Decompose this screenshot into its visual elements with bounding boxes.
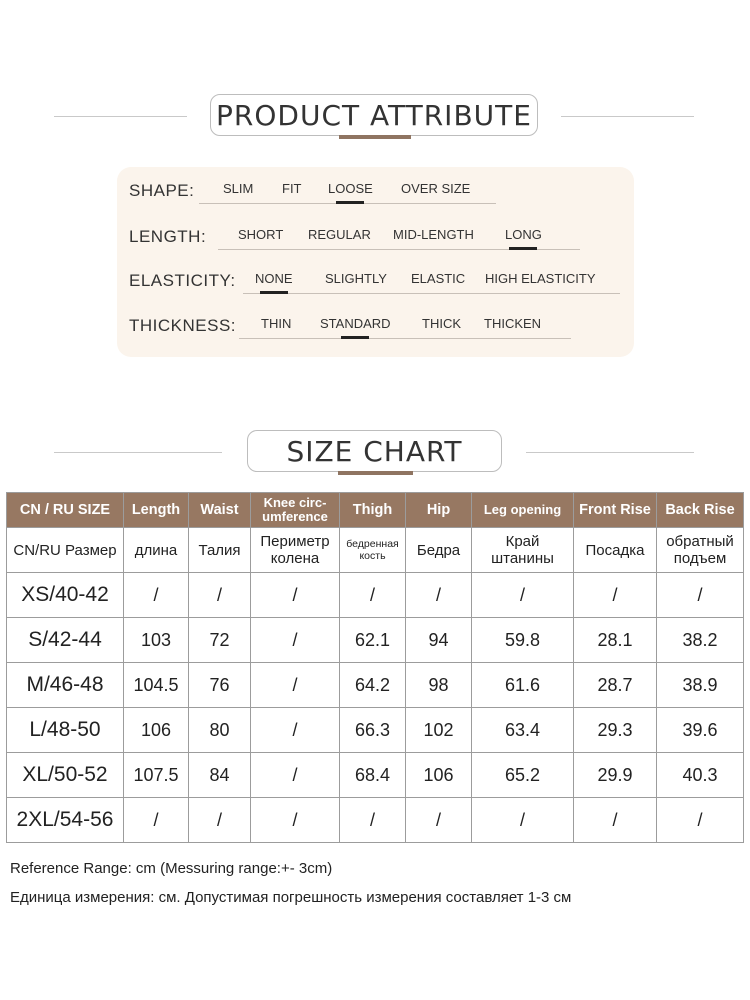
table-cell: 72 (189, 618, 251, 663)
table-cell: / (124, 573, 189, 618)
table-cell: 84 (189, 753, 251, 798)
table-cell: M/46-48 (7, 663, 124, 708)
header-divider-left (54, 116, 187, 117)
product-attribute-title: PRODUCT ATTRIBUTE (216, 98, 532, 132)
table-cell: / (340, 798, 406, 843)
table-row (7, 573, 744, 618)
measurement-note-ru: Единица измерения: см. Допустимая погрешность измерения составляет 1-3 см (10, 889, 572, 906)
table-row (7, 663, 744, 708)
attribute-track (239, 338, 571, 339)
table-header-row (7, 493, 744, 528)
table-cell: / (251, 573, 340, 618)
attribute-option: ELASTIC (411, 271, 466, 286)
header-divider-right (526, 452, 694, 453)
table-cell: 66.3 (340, 708, 406, 753)
attribute-option-selected: LOOSE (328, 181, 373, 196)
attribute-option: REGULAR (308, 227, 371, 242)
table-cell: 107.5 (124, 753, 189, 798)
table-cell: / (574, 573, 657, 618)
table-cell: Hip (406, 493, 472, 528)
table-cell: Thigh (340, 493, 406, 528)
table-cell: 29.9 (574, 753, 657, 798)
table-cell: / (472, 573, 574, 618)
size-chart-header (0, 430, 750, 476)
table-cell: 103 (124, 618, 189, 663)
table-cell: 98 (406, 663, 472, 708)
attribute-option: SHORT (238, 227, 284, 242)
attribute-label: ELASTICITY: (129, 271, 236, 290)
table-cell: Front Rise (574, 493, 657, 528)
attribute-option: THIN (261, 316, 292, 331)
table-cell: / (657, 573, 744, 618)
attribute-label: THICKNESS: (129, 316, 237, 335)
table-cell: 104.5 (124, 663, 189, 708)
table-cell: 76 (189, 663, 251, 708)
table-cell: 28.7 (574, 663, 657, 708)
table-cell: 94 (406, 618, 472, 663)
table-cell: 62.1 (340, 618, 406, 663)
table-cell: 28.1 (574, 618, 657, 663)
header-divider-right (561, 116, 694, 117)
table-cell: / (251, 618, 340, 663)
table-cell: / (189, 798, 251, 843)
table-cell: Knee circ- umference (251, 493, 340, 528)
table-row (7, 753, 744, 798)
table-header-row-ru (7, 528, 744, 573)
table-cell: CN/RU Размер (7, 528, 124, 573)
size-chart-title: SIZE CHART (286, 434, 463, 468)
attribute-row-thickness (117, 316, 634, 346)
table-cell: 2XL/54-56 (7, 798, 124, 843)
table-cell: L/48-50 (7, 708, 124, 753)
table-cell: Талия (189, 528, 251, 573)
table-row (7, 708, 744, 753)
table-cell: XS/40-42 (7, 573, 124, 618)
table-cell: Length (124, 493, 189, 528)
attribute-option: OVER SIZE (401, 181, 471, 196)
size-chart-body (7, 493, 744, 843)
table-cell: / (251, 663, 340, 708)
table-cell: Край штанины (472, 528, 574, 573)
attribute-label: LENGTH: (129, 227, 207, 246)
table-cell: длина (124, 528, 189, 573)
table-cell: 40.3 (657, 753, 744, 798)
table-cell: 29.3 (574, 708, 657, 753)
attribute-track (243, 293, 620, 294)
table-cell: / (657, 798, 744, 843)
attribute-row-elasticity (117, 271, 634, 301)
attribute-option: SLIM (223, 181, 254, 196)
table-cell: 38.9 (657, 663, 744, 708)
table-cell: Периметр колена (251, 528, 340, 573)
table-cell: Back Rise (657, 493, 744, 528)
attribute-option: SLIGHTLY (325, 271, 387, 286)
title-accent-bar (338, 471, 413, 475)
table-cell: / (124, 798, 189, 843)
table-cell: / (189, 573, 251, 618)
table-cell: / (406, 573, 472, 618)
table-cell: 38.2 (657, 618, 744, 663)
attribute-option: MID-LENGTH (393, 227, 474, 242)
attribute-option-selected: STANDARD (320, 316, 391, 331)
table-cell: 106 (124, 708, 189, 753)
table-cell: / (472, 798, 574, 843)
table-cell: 102 (406, 708, 472, 753)
table-cell: / (251, 798, 340, 843)
table-cell: 39.6 (657, 708, 744, 753)
table-cell: 59.8 (472, 618, 574, 663)
table-row (7, 618, 744, 663)
table-cell: S/42-44 (7, 618, 124, 663)
attribute-panel (117, 167, 634, 357)
size-chart-table (6, 492, 744, 843)
attribute-option: THICKEN (484, 316, 542, 331)
attribute-label: SHAPE: (129, 181, 195, 200)
size-chart-title-box (247, 430, 502, 472)
table-cell: 65.2 (472, 753, 574, 798)
attribute-option-selected: LONG (505, 227, 542, 242)
attribute-option-selected: NONE (255, 271, 293, 286)
table-cell: 63.4 (472, 708, 574, 753)
table-cell: Leg opening (472, 493, 574, 528)
product-attribute-title-box (210, 94, 538, 136)
title-accent-bar (339, 135, 411, 139)
table-cell: 80 (189, 708, 251, 753)
attribute-option: FIT (282, 181, 302, 196)
table-cell: / (340, 573, 406, 618)
attribute-option: HIGH ELASTICITY (485, 271, 596, 286)
table-cell: обратный подъем (657, 528, 744, 573)
table-cell: Бедра (406, 528, 472, 573)
reference-range-note: Reference Range: cm (Messuring range:+- 3cm) (10, 860, 333, 877)
table-cell: CN / RU SIZE (7, 493, 124, 528)
header-divider-left (54, 452, 222, 453)
attribute-row-length (117, 227, 634, 257)
table-cell: Посадка (574, 528, 657, 573)
table-cell: 68.4 (340, 753, 406, 798)
table-cell: 61.6 (472, 663, 574, 708)
product-attribute-header (0, 94, 750, 140)
table-cell: бедренная кость (340, 528, 406, 573)
table-cell: XL/50-52 (7, 753, 124, 798)
table-cell: / (574, 798, 657, 843)
table-cell: / (251, 708, 340, 753)
attribute-option: THICK (422, 316, 461, 331)
table-cell: 64.2 (340, 663, 406, 708)
attribute-row-shape (117, 181, 634, 211)
table-cell: / (251, 753, 340, 798)
table-cell: / (406, 798, 472, 843)
table-cell: Waist (189, 493, 251, 528)
table-row (7, 798, 744, 843)
table-cell: 106 (406, 753, 472, 798)
